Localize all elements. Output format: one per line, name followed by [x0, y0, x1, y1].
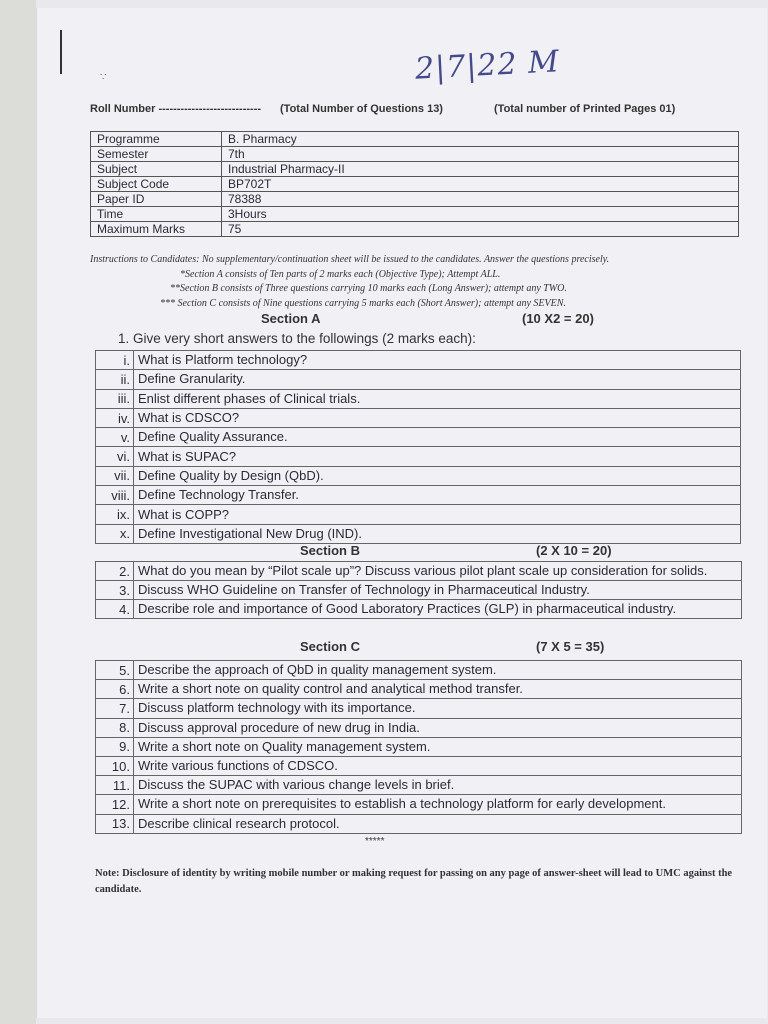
info-value: BP702T [222, 177, 739, 192]
instruction-line: *** Section C consists of Nine questions carrying 5 marks each (Short Answer); attempt any SEVEN. [160, 297, 566, 309]
question-number: 13. [96, 814, 134, 833]
info-value: 3Hours [222, 207, 739, 222]
question-row [96, 408, 741, 427]
question-number: x. [96, 524, 134, 543]
roll-number: Roll Number ---------------------------- [90, 103, 262, 115]
question-row [96, 370, 741, 389]
question-text: Describe the approach of QbD in quality management system. [134, 661, 742, 680]
section-a-title: Section A [261, 311, 321, 326]
question-number: ii. [96, 370, 134, 389]
info-row [91, 192, 739, 207]
question-row [96, 737, 742, 756]
question-row [96, 428, 741, 447]
question-text: What is COPP? [134, 505, 741, 524]
question-number: 7. [96, 699, 134, 718]
question-number: 6. [96, 680, 134, 699]
info-label: Paper ID [91, 192, 222, 207]
question-row [96, 389, 741, 408]
question-number: 10. [96, 756, 134, 775]
question-text: What is CDSCO? [134, 408, 741, 427]
info-row [91, 207, 739, 222]
section-b-marks: (2 X 10 = 20) [536, 543, 612, 558]
question-row [96, 486, 741, 505]
question-row [96, 795, 742, 814]
info-value: B. Pharmacy [222, 132, 739, 147]
question-text: Write a short note on Quality management system. [134, 737, 742, 756]
info-label: Programme [91, 132, 222, 147]
section-a-table [95, 350, 741, 544]
question-text: Write a short note on prerequisites to establish a technology platform for early development. [134, 795, 742, 814]
question-text: Discuss the SUPAC with various change levels in brief. [134, 776, 742, 795]
question-text: Discuss approval procedure of new drug in India. [134, 718, 742, 737]
question-text: Discuss platform technology with its importance. [134, 699, 742, 718]
question-number: 5. [96, 661, 134, 680]
section-c-title: Section C [300, 639, 360, 654]
section-c-marks: (7 X 5 = 35) [536, 639, 605, 654]
info-value: 7th [222, 147, 739, 162]
paper-info-table [90, 131, 739, 237]
info-label: Subject Code [91, 177, 222, 192]
question-number: iv. [96, 408, 134, 427]
scan-left-margin [0, 0, 36, 1024]
scan-speck: ∵ [100, 72, 107, 83]
question-number: 3. [96, 581, 134, 600]
question-number: v. [96, 428, 134, 447]
info-row [91, 177, 739, 192]
question-number: iii. [96, 389, 134, 408]
question-number: vii. [96, 466, 134, 485]
info-label: Maximum Marks [91, 222, 222, 237]
info-row [91, 132, 739, 147]
question-text: Define Quality by Design (QbD). [134, 466, 741, 485]
question-number: viii. [96, 486, 134, 505]
instruction-line: Instructions to Candidates: No supplementary/continuation sheet will be issued to the candidates. Answer the questions precisely. [90, 254, 610, 265]
info-label: Semester [91, 147, 222, 162]
info-row [91, 162, 739, 177]
info-value: 78388 [222, 192, 739, 207]
question-number: ix. [96, 505, 134, 524]
question-1-stem: 1. Give very short answers to the followings (2 marks each): [118, 331, 476, 346]
scan-mark [60, 30, 62, 74]
question-row [96, 699, 742, 718]
question-row [96, 600, 742, 619]
info-row [91, 222, 739, 237]
info-value: 75 [222, 222, 739, 237]
question-row [96, 661, 742, 680]
question-row [96, 756, 742, 775]
handwritten-date: 2|7|22 M [414, 44, 561, 87]
total-questions: (Total Number of Questions 13) [280, 103, 443, 115]
question-text: Write a short note on quality control and analytical method transfer. [134, 680, 742, 699]
question-row [96, 466, 741, 485]
question-text: Describe role and importance of Good Laboratory Practices (GLP) in pharmaceutical industry. [134, 600, 742, 619]
instruction-line: **Section B consists of Three questions carrying 10 marks each (Long Answer); attempt any TWO. [170, 283, 567, 294]
question-number: vi. [96, 447, 134, 466]
question-text: Describe clinical research protocol. [134, 814, 742, 833]
info-row [91, 147, 739, 162]
footer-note: Note: Disclosure of identity by writing mobile number or making request for passing on any page of answer-sheet will lead to UMC against the candidate. [95, 868, 733, 895]
question-text: Define Investigational New Drug (IND). [134, 524, 741, 543]
question-text: Discuss WHO Guideline on Transfer of Technology in Pharmaceutical Industry. [134, 581, 742, 600]
info-label: Time [91, 207, 222, 222]
info-value: Industrial Pharmacy-II [222, 162, 739, 177]
question-number: i. [96, 351, 134, 370]
instruction-line: *Section A consists of Ten parts of 2 marks each (Objective Type); Attempt ALL. [180, 268, 501, 280]
instructions [90, 253, 740, 311]
question-row [96, 718, 742, 737]
question-text: What is Platform technology? [134, 351, 741, 370]
question-row [96, 562, 742, 581]
question-text: What do you mean by “Pilot scale up”? Discuss various pilot plant scale up consideration for solids. [134, 562, 742, 581]
question-row [96, 351, 741, 370]
question-text: Write various functions of CDSCO. [134, 756, 742, 775]
question-number: 11. [96, 776, 134, 795]
question-text: Enlist different phases of Clinical trials. [134, 389, 741, 408]
question-row [96, 447, 741, 466]
section-c-table [95, 660, 742, 834]
question-text: Define Granularity. [134, 370, 741, 389]
question-row [96, 680, 742, 699]
section-b-table [95, 561, 742, 619]
question-text: Define Technology Transfer. [134, 486, 741, 505]
end-marker: ***** [365, 836, 385, 847]
question-number: 8. [96, 718, 134, 737]
question-text: Define Quality Assurance. [134, 428, 741, 447]
question-row [96, 814, 742, 833]
printed-pages: (Total number of Printed Pages 01) [494, 103, 676, 115]
section-a-marks: (10 X2 = 20) [522, 311, 594, 326]
question-number: 9. [96, 737, 134, 756]
question-row [96, 505, 741, 524]
question-number: 2. [96, 562, 134, 581]
question-number: 12. [96, 795, 134, 814]
question-row [96, 776, 742, 795]
question-row [96, 581, 742, 600]
question-number: 4. [96, 600, 134, 619]
section-b-title: Section B [300, 543, 360, 558]
question-text: What is SUPAC? [134, 447, 741, 466]
question-row [96, 524, 741, 543]
info-label: Subject [91, 162, 222, 177]
